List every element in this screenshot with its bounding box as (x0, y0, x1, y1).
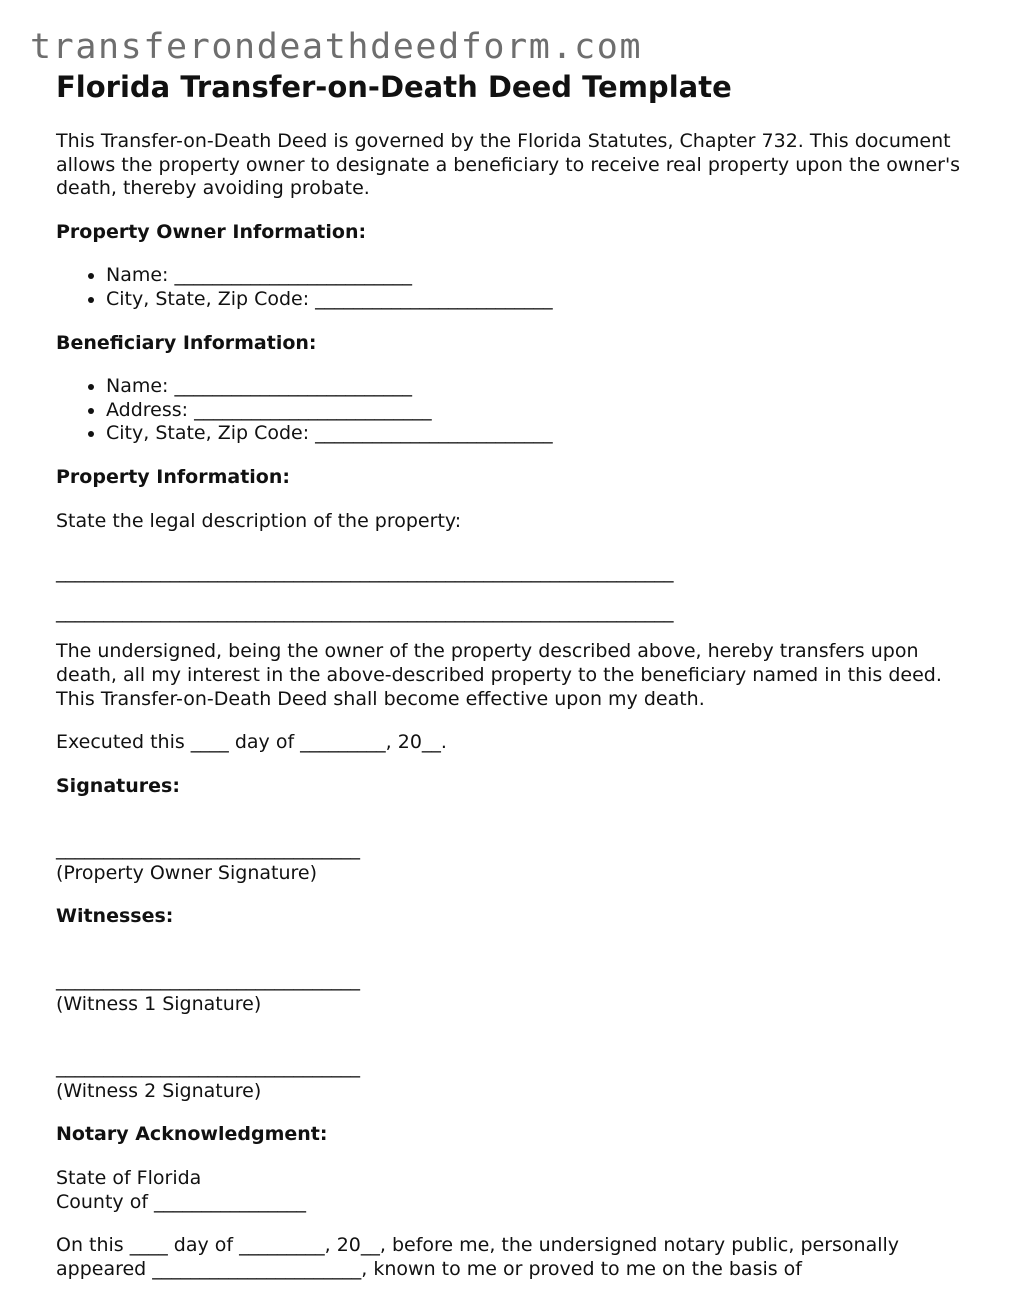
witness-2-signature-block (56, 1036, 976, 1103)
transfer-statement: The undersigned, being the owner of the property described above, hereby transfers upon death, all my interest in the above-described property to the beneficiary named in this deed. This Transfer-on-Death Deed shall become effective upon my death. (56, 640, 942, 710)
legal-description-line-1: _________________________________________________________________ (56, 561, 674, 584)
owner-name-field: • Name: _________________________ (106, 264, 976, 288)
owner-info-list (56, 264, 976, 311)
document-title: Florida Transfer-on-Death Deed Template (56, 70, 732, 104)
witness-1-signature-line: ________________________________ (56, 969, 360, 992)
beneficiary-info-heading: Beneficiary Information: (56, 331, 317, 354)
intro-paragraph: This Transfer-on-Death Deed is governed by the Florida Statutes, Chapter 732. This document allows the property owner to designate a beneficiary to receive real property upon the owner's death, thereby avoiding probate. (56, 130, 961, 200)
owner-city-state-zip-field: • City, State, Zip Code: _________________________ (106, 288, 976, 312)
notary-venue (56, 1167, 976, 1214)
signatures-heading: Signatures: (56, 774, 180, 797)
beneficiary-info-list (56, 375, 976, 446)
legal-description-line-2: _________________________________________________________________ (56, 600, 674, 623)
legal-description-lines (56, 561, 976, 624)
notary-heading: Notary Acknowledgment: (56, 1123, 328, 1146)
executed-line: Executed this ____ day of _________, 20__. (56, 731, 447, 754)
witness-2-signature-caption: (Witness 2 Signature) (56, 1079, 262, 1102)
owner-signature-line: ________________________________ (56, 838, 360, 861)
beneficiary-address-field: • Address: _________________________ (106, 399, 976, 423)
deed-document (56, 68, 976, 1301)
notary-county-line: County of ________________ (56, 1190, 307, 1213)
witnesses-heading: Witnesses: (56, 905, 174, 928)
beneficiary-city-state-zip-field: • City, State, Zip Code: _________________________ (106, 422, 976, 446)
beneficiary-name-field: • Name: _________________________ (106, 375, 976, 399)
witness-1-signature-block (56, 949, 976, 1016)
witness-2-signature-line: ________________________________ (56, 1056, 360, 1079)
owner-info-heading: Property Owner Information: (56, 220, 367, 243)
site-watermark: transferondeathdeedform.com (30, 27, 643, 67)
owner-signature-block (56, 818, 976, 885)
notary-body: On this ____ day of _________, 20__, before me, the undersigned notary public, personally appeared ______________________, known to me or proved to me on the basis of (56, 1234, 900, 1280)
property-info-heading: Property Information: (56, 465, 290, 488)
notary-state-line: State of Florida (56, 1167, 202, 1190)
legal-description-prompt: State the legal description of the property: (56, 509, 462, 532)
witness-1-signature-caption: (Witness 1 Signature) (56, 992, 262, 1015)
owner-signature-caption: (Property Owner Signature) (56, 861, 317, 884)
